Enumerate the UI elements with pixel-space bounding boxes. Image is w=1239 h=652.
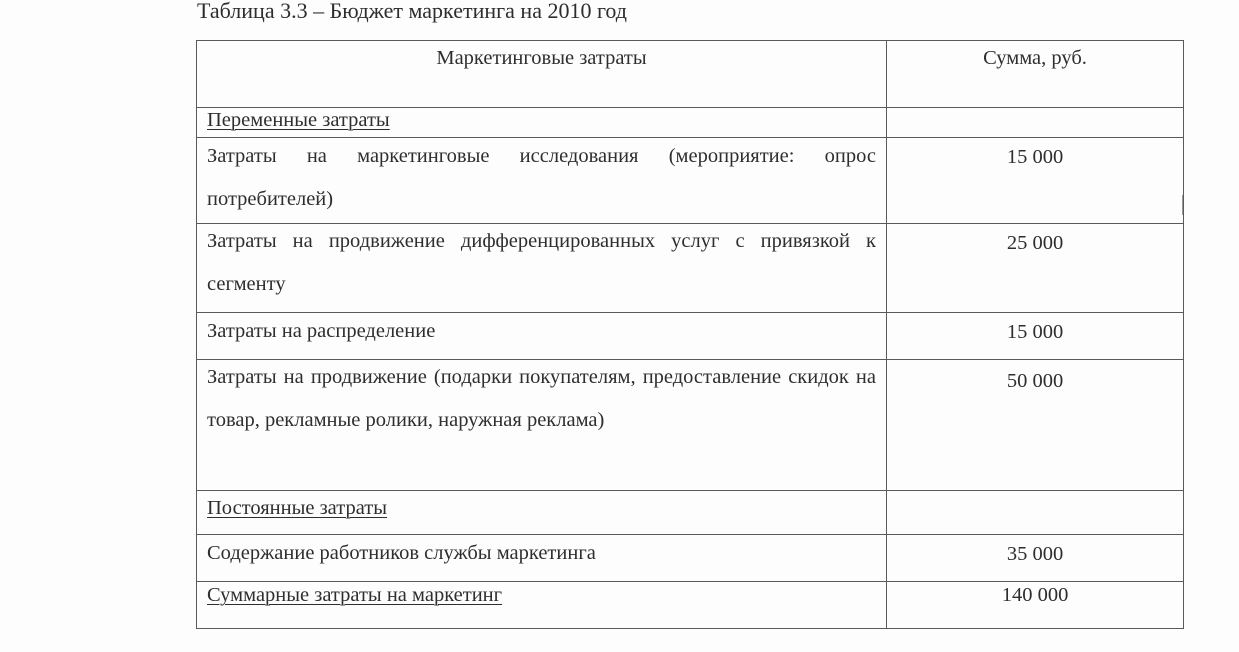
table-row-total bbox=[197, 582, 1184, 629]
table-header-row bbox=[197, 41, 1184, 108]
row-amount-cell bbox=[887, 313, 1184, 360]
row-amount-cell bbox=[887, 108, 1184, 138]
row-label-cell bbox=[197, 108, 887, 138]
row-label: Затраты на продвижение (подарки покупателям, предоставление скидок на товар, рекламные ролики, наружная реклама) bbox=[207, 366, 876, 431]
table-row bbox=[197, 224, 1184, 313]
row-label: Содержание работников службы маркетинга bbox=[207, 542, 596, 564]
table-caption: Таблица 3.3 – Бюджет маркетинга на 2010 год bbox=[197, 0, 627, 23]
scan-artifact-mark bbox=[1182, 195, 1183, 215]
row-label-cell bbox=[197, 582, 887, 629]
row-label-cell bbox=[197, 313, 887, 360]
row-amount-cell bbox=[887, 582, 1184, 629]
row-amount-cell bbox=[887, 360, 1184, 491]
row-amount: 15 000 bbox=[1006, 146, 1064, 168]
header-item-label: Маркетинговые затраты bbox=[436, 47, 647, 69]
row-label: Затраты на продвижение дифференцированных услуг с привязкой к сегменту bbox=[207, 230, 876, 295]
row-label-cell bbox=[197, 224, 887, 313]
row-label-cell bbox=[197, 491, 887, 535]
row-amount: 15 000 bbox=[1006, 321, 1064, 343]
section-label-variable: Переменные затраты bbox=[207, 109, 390, 131]
row-amount-cell bbox=[887, 138, 1184, 224]
table-row-section-fixed bbox=[197, 491, 1184, 535]
row-label-cell bbox=[197, 535, 887, 582]
row-label: Затраты на маркетинговые исследования (мероприятие: опрос потребителей) bbox=[207, 145, 876, 210]
table-row bbox=[197, 535, 1184, 582]
total-amount: 140 000 bbox=[1001, 584, 1069, 606]
budget-table bbox=[196, 40, 1184, 629]
table-row-section-variable bbox=[197, 108, 1184, 138]
table-row bbox=[197, 313, 1184, 360]
row-label-cell bbox=[197, 138, 887, 224]
table-row bbox=[197, 138, 1184, 224]
row-amount-cell bbox=[887, 491, 1184, 535]
row-amount: 35 000 bbox=[1006, 543, 1064, 565]
row-amount: 25 000 bbox=[1006, 232, 1064, 254]
header-cell-amount bbox=[887, 41, 1184, 108]
section-label-fixed: Постоянные затраты bbox=[207, 497, 388, 519]
row-label-cell bbox=[197, 360, 887, 491]
total-label: Суммарные затраты на маркетинг bbox=[207, 584, 503, 606]
row-amount-cell bbox=[887, 224, 1184, 313]
header-cell-item bbox=[197, 41, 887, 108]
row-amount: 50 000 bbox=[1006, 370, 1064, 392]
header-amount-label: Сумма, руб. bbox=[983, 47, 1087, 69]
table-row bbox=[197, 360, 1184, 491]
row-label: Затраты на распределение bbox=[207, 320, 436, 342]
row-amount-cell bbox=[887, 535, 1184, 582]
